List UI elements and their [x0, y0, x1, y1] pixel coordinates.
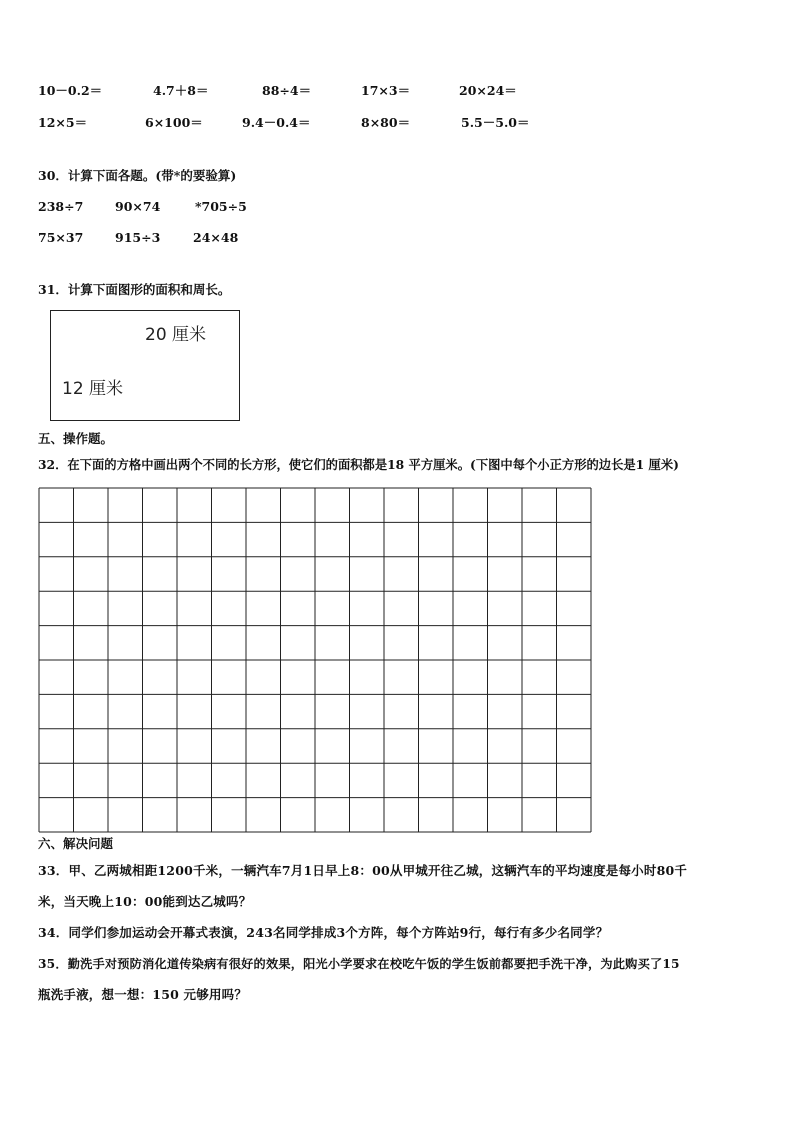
oral-calc-item: 9.4－0.4＝ — [242, 115, 311, 130]
oral-calc-item: 4.7＋8＝ — [153, 83, 209, 98]
oral-calc-item: 6×100＝ — [145, 115, 203, 130]
question-33-line-1: 33．甲、乙两城相距1200千米，一辆汽车7月1日早上8：00从甲城开往乙城，这辆汽车的平均速度是每小时80千 — [38, 863, 688, 878]
section-6-heading: 六、解决问题 — [38, 836, 114, 851]
oral-calc-item: 12×5＝ — [38, 115, 88, 130]
q30-item: 90×74 — [115, 199, 161, 214]
q30-item: 238÷7 — [38, 199, 84, 214]
rectangle-length-label: 20 厘米 — [145, 325, 207, 345]
oral-calc-item: 10－0.2＝ — [38, 83, 103, 98]
q30-item: 24×48 — [193, 230, 239, 245]
oral-calc-item: 88÷4＝ — [262, 83, 312, 98]
rectangle-width-label: 12 厘米 — [62, 379, 124, 399]
oral-calc-item: 8×80＝ — [361, 115, 411, 130]
section-5-heading: 五、操作题。 — [38, 431, 114, 446]
question-30-title: 30．计算下面各题。(带*的要验算) — [38, 168, 237, 183]
q30-item: 75×37 — [38, 230, 84, 245]
oral-calc-item: 17×3＝ — [361, 83, 411, 98]
question-34-text: 34．同学们参加运动会开幕式表演，243名同学排成3个方阵，每个方阵站9行，每行有多少名同学？ — [38, 925, 609, 940]
question-31-title: 31．计算下面图形的面积和周长。 — [38, 282, 231, 297]
oral-calc-item: 20×24＝ — [459, 83, 517, 98]
question-33-line-2: 米，当天晚上10：00能到达乙城吗？ — [38, 894, 252, 909]
question-35-line-2: 瓶洗手液，想一想：150 元够用吗？ — [38, 987, 248, 1002]
square-grid — [38, 487, 592, 833]
question-35-line-1: 35．勤洗手对预防消化道传染病有很好的效果，阳光小学要求在校吃午饭的学生饭前都要把手洗干净，为此购买了15 — [38, 957, 680, 971]
question-32-text: 32．在下面的方格中画出两个不同的长方形，使它们的面积都是18 平方厘米。(下图中每个小正方形的边长是1 厘米) — [38, 457, 679, 472]
q30-item: *705÷5 — [195, 199, 247, 214]
oral-calc-item: 5.5－5.0＝ — [461, 115, 530, 130]
q30-item: 915÷3 — [115, 230, 161, 245]
